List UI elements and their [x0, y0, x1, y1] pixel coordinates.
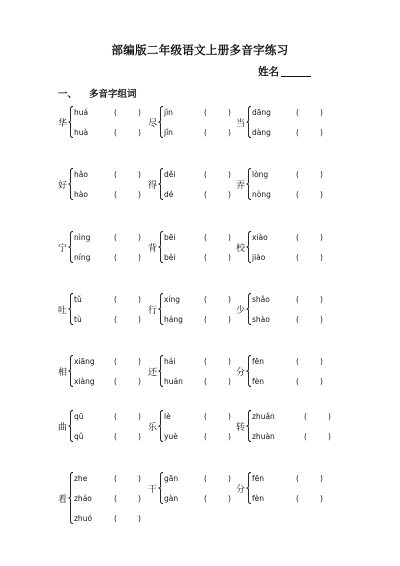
name-input-line[interactable] [281, 76, 311, 77]
paren-open: ( [204, 357, 207, 366]
pinyin-entry [252, 190, 323, 199]
paren-open: ( [114, 315, 117, 324]
paren-close: ) [320, 190, 323, 199]
pinyin-entry [164, 315, 231, 324]
paren-open: ( [296, 377, 299, 386]
pinyin: fèn [252, 377, 265, 386]
pinyin-entry [252, 412, 331, 421]
paren-open: ( [114, 190, 117, 199]
polyphone-char: 校 [236, 244, 246, 254]
pinyin-entry [252, 233, 323, 242]
pinyin-entry [252, 253, 323, 262]
pinyin: zháo [74, 494, 92, 503]
paren-open: ( [296, 315, 299, 324]
pinyin: fēn [252, 474, 265, 483]
paren-open: ( [204, 474, 207, 483]
paren-open: ( [304, 412, 307, 421]
pinyin-entry [252, 128, 323, 137]
paren-close: ) [320, 295, 323, 304]
pinyin-entry [164, 295, 231, 304]
pinyin: tǔ [74, 295, 82, 304]
pinyin-entry [74, 108, 141, 117]
paren-close: ) [228, 253, 231, 262]
paren-open: ( [114, 514, 117, 523]
polyphone-char: 好 [58, 181, 68, 191]
pinyin: gān [164, 474, 179, 483]
polyphone-char: 相 [58, 368, 68, 378]
pinyin: huá [74, 108, 89, 117]
section-number: 一、 [58, 89, 78, 100]
paren-open: ( [296, 190, 299, 199]
paren-close: ) [320, 233, 323, 242]
paren-close: ) [228, 233, 231, 242]
paren-close: ) [228, 108, 231, 117]
pinyin: dāng [252, 108, 271, 117]
paren-close: ) [228, 315, 231, 324]
paren-close: ) [228, 295, 231, 304]
paren-close: ) [228, 190, 231, 199]
pinyin: děi [164, 170, 176, 179]
paren-open: ( [114, 377, 117, 386]
pinyin: lè [164, 412, 171, 421]
pinyin: zhe [74, 474, 88, 483]
paren-open: ( [114, 233, 117, 242]
paren-open: ( [114, 128, 117, 137]
paren-close: ) [138, 474, 141, 483]
paren-open: ( [204, 233, 207, 242]
polyphone-char: 得 [148, 181, 158, 191]
paren-open: ( [204, 128, 207, 137]
paren-close: ) [138, 432, 141, 441]
paren-close: ) [228, 377, 231, 386]
paren-close: ) [320, 128, 323, 137]
paren-close: ) [328, 412, 331, 421]
polyphone-char: 少 [236, 306, 246, 316]
pinyin: zhuó [74, 514, 93, 523]
name-label: 姓名 [258, 66, 279, 78]
paren-open: ( [296, 357, 299, 366]
pinyin: háng [164, 315, 183, 324]
paren-close: ) [320, 170, 323, 179]
polyphone-char: 转 [236, 423, 246, 433]
pinyin: zhuàn [252, 432, 275, 441]
paren-close: ) [138, 514, 141, 523]
paren-close: ) [138, 253, 141, 262]
pinyin-entry [74, 128, 141, 137]
pinyin-entry [252, 108, 323, 117]
paren-close: ) [138, 128, 141, 137]
pinyin: hào [74, 190, 88, 199]
polyphone-char: 分 [236, 485, 246, 495]
pinyin: fēn [252, 357, 265, 366]
paren-open: ( [114, 474, 117, 483]
paren-close: ) [138, 377, 141, 386]
paren-close: ) [228, 412, 231, 421]
paren-open: ( [204, 295, 207, 304]
section-label: 多音字组词 [89, 89, 137, 100]
paren-close: ) [138, 494, 141, 503]
pinyin-entry [164, 474, 231, 483]
paren-close: ) [228, 432, 231, 441]
paren-open: ( [296, 295, 299, 304]
pinyin: shào [252, 315, 270, 324]
paren-close: ) [228, 128, 231, 137]
pinyin: shǎo [252, 295, 270, 304]
pinyin: qū [74, 412, 84, 421]
paren-close: ) [138, 108, 141, 117]
paren-open: ( [296, 253, 299, 262]
paren-open: ( [204, 190, 207, 199]
polyphone-char: 还 [148, 368, 158, 378]
paren-open: ( [296, 474, 299, 483]
paren-open: ( [114, 170, 117, 179]
paren-open: ( [204, 108, 207, 117]
paren-open: ( [114, 295, 117, 304]
pinyin: qǔ [74, 432, 84, 441]
paren-open: ( [114, 108, 117, 117]
paren-close: ) [320, 108, 323, 117]
pinyin: bèi [164, 253, 176, 262]
paren-open: ( [114, 494, 117, 503]
pinyin: dàng [252, 128, 271, 137]
pinyin: jìn [164, 108, 173, 117]
paren-open: ( [114, 253, 117, 262]
polyphone-char: 尽 [148, 119, 158, 129]
polyphone-char: 华 [58, 119, 68, 129]
pinyin: fèn [252, 494, 265, 503]
paren-close: ) [228, 357, 231, 366]
pinyin: hǎo [74, 170, 88, 179]
pinyin: níng [74, 253, 91, 262]
polyphone-char: 行 [148, 306, 158, 316]
pinyin: bēi [164, 233, 176, 242]
polyphone-char: 吐 [58, 306, 68, 316]
paren-close: ) [228, 474, 231, 483]
polyphone-char: 宁 [58, 244, 68, 254]
pinyin-entry [252, 170, 323, 179]
paren-open: ( [114, 412, 117, 421]
polyphone-char: 乐 [148, 423, 158, 433]
paren-close: ) [138, 315, 141, 324]
paren-close: ) [138, 295, 141, 304]
pinyin-entry [252, 315, 323, 324]
pinyin-entry [164, 190, 231, 199]
pinyin: huà [74, 128, 89, 137]
pinyin-entry [252, 494, 323, 503]
paren-close: ) [138, 233, 141, 242]
paren-open: ( [296, 494, 299, 503]
paren-close: ) [138, 190, 141, 199]
paren-open: ( [296, 170, 299, 179]
pinyin: nòng [252, 190, 271, 199]
paren-open: ( [204, 494, 207, 503]
pinyin: jiào [252, 253, 266, 262]
pinyin-entry [74, 412, 141, 421]
paren-open: ( [296, 233, 299, 242]
pinyin-entry [74, 494, 141, 503]
polyphone-char: 当 [236, 119, 246, 129]
paren-open: ( [204, 412, 207, 421]
paren-close: ) [228, 170, 231, 179]
pinyin: xiào [252, 233, 268, 242]
pinyin-entry [164, 357, 231, 366]
paren-close: ) [138, 170, 141, 179]
pinyin: zhuǎn [252, 412, 275, 421]
pinyin-entry [164, 494, 231, 503]
paren-close: ) [320, 474, 323, 483]
pinyin: gàn [164, 494, 179, 503]
pinyin-entry [74, 295, 141, 304]
pinyin: huán [164, 377, 183, 386]
pinyin-entry [74, 170, 141, 179]
pinyin-entry [74, 514, 141, 523]
paren-open: ( [114, 432, 117, 441]
pinyin-entry [164, 412, 231, 421]
pinyin: lòng [252, 170, 269, 179]
pinyin-entry [74, 190, 141, 199]
pinyin: xiàng [74, 377, 95, 386]
polyphone-char: 弄 [236, 181, 246, 191]
pinyin: yuè [164, 432, 178, 441]
section-heading [58, 86, 137, 100]
paren-close: ) [228, 494, 231, 503]
paren-close: ) [138, 357, 141, 366]
paren-open: ( [204, 170, 207, 179]
paren-open: ( [204, 377, 207, 386]
pinyin-entry [164, 253, 231, 262]
paren-close: ) [320, 494, 323, 503]
paren-open: ( [204, 432, 207, 441]
paren-open: ( [204, 253, 207, 262]
pinyin: dé [164, 190, 174, 199]
pinyin-entry [74, 432, 141, 441]
polyphone-char: 分 [236, 368, 246, 378]
pinyin: xiāng [74, 357, 95, 366]
pinyin-entry [74, 233, 141, 242]
paren-close: ) [320, 315, 323, 324]
polyphone-char: 曲 [58, 423, 68, 433]
polyphone-char: 背 [148, 244, 158, 254]
paren-open: ( [114, 357, 117, 366]
paren-close: ) [328, 432, 331, 441]
pinyin-entry [252, 377, 323, 386]
pinyin-entry [74, 377, 141, 386]
pinyin-entry [252, 357, 323, 366]
paren-open: ( [304, 432, 307, 441]
pinyin-entry [164, 233, 231, 242]
pinyin-entry [164, 432, 231, 441]
paren-open: ( [296, 108, 299, 117]
pinyin: jǐn [164, 128, 173, 137]
pinyin-entry [74, 357, 141, 366]
pinyin-entry [252, 295, 323, 304]
polyphone-char: 干 [148, 485, 158, 495]
pinyin: nìng [74, 233, 91, 242]
pinyin-entry [164, 128, 231, 137]
paren-close: ) [320, 357, 323, 366]
pinyin-entry [74, 253, 141, 262]
pinyin-entry [74, 315, 141, 324]
paren-close: ) [320, 253, 323, 262]
pinyin-entry [74, 474, 141, 483]
page-title: 部编版二年级语文上册多音字练习 [111, 43, 289, 57]
pinyin-entry [164, 170, 231, 179]
paren-open: ( [296, 128, 299, 137]
paren-close: ) [320, 377, 323, 386]
pinyin: hái [164, 357, 176, 366]
pinyin-entry [164, 377, 231, 386]
pinyin-entry [252, 432, 331, 441]
paren-open: ( [204, 315, 207, 324]
pinyin-entry [164, 108, 231, 117]
pinyin: xíng [164, 295, 181, 304]
pinyin: tù [74, 315, 82, 324]
pinyin-entry [252, 474, 323, 483]
polyphone-char: 着 [58, 495, 68, 505]
paren-close: ) [138, 412, 141, 421]
